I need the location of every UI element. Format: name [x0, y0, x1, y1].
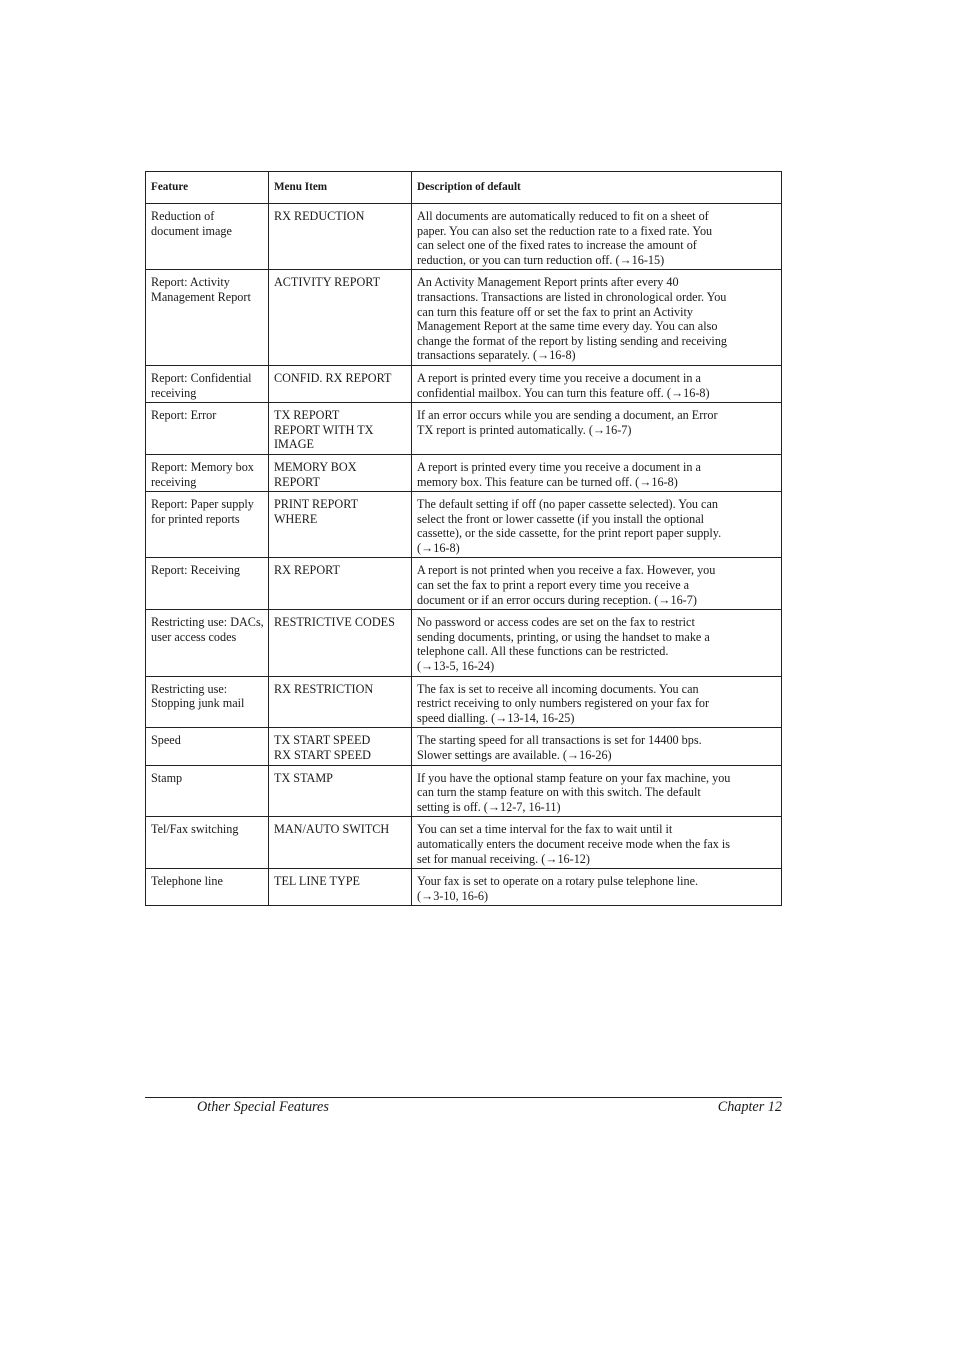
feature-cell [146, 610, 269, 676]
cell-line: reduction, or you can turn reduction off. (→16-15) [417, 252, 665, 267]
cell-line: CONFID. RX REPORT [274, 370, 392, 385]
cell-line: sending documents, printing, or using the handset to make a [417, 629, 710, 644]
cell-line: If an error occurs while you are sending a document, an Error [417, 408, 718, 423]
header-description: Description of default [412, 172, 782, 204]
table-header-row [146, 172, 782, 204]
feature-cell [146, 492, 269, 558]
cell-line: select the front or lower cassette (if you install the optional [417, 511, 704, 526]
cell-line: confidential mailbox. You can turn this feature off. (→16-8) [417, 385, 710, 400]
table-row [146, 728, 782, 765]
table-body [146, 204, 782, 906]
cell-line: Reduction of [151, 209, 215, 223]
cell-line: The fax is set to receive all incoming documents. You can [417, 681, 699, 696]
cell-line: RX REPORT [274, 563, 340, 578]
description-cell [412, 492, 782, 558]
cell-line: receiving [151, 385, 197, 400]
menu-item-cell [269, 403, 412, 455]
table-row [146, 676, 782, 728]
cell-line: Tel/Fax switching [151, 822, 239, 837]
cell-line: Stamp [151, 770, 183, 785]
cell-line: You can set a time interval for the fax to wait until it [417, 822, 673, 837]
menu-item-cell [269, 270, 412, 366]
table-row [146, 492, 782, 558]
cell-line: user access codes [151, 629, 237, 644]
defaults-table [145, 171, 782, 906]
cell-line: document or if an error occurs during reception. (→16-7) [417, 592, 697, 607]
cell-line: RX RESTRICTION [274, 681, 374, 696]
cell-line: MEMORY BOX [274, 459, 357, 474]
cell-line: can select one of the fixed rates to increase the amount of [417, 238, 697, 253]
cell-line: receiving [151, 474, 197, 489]
cell-line: cassette), or the side cassette, for the print report paper supply. [417, 526, 722, 541]
cell-line: transactions separately. (→16-8) [417, 348, 576, 363]
cell-line: TX START SPEED [274, 733, 371, 748]
cell-line: restrict receiving to only numbers registered on your fax for [417, 696, 710, 711]
table-row [146, 558, 782, 610]
feature-cell [146, 204, 269, 270]
cell-line: TEL LINE TYPE [274, 874, 360, 889]
menu-item-cell [269, 492, 412, 558]
cell-line: RESTRICTIVE CODES [274, 615, 395, 630]
cell-line: Your fax is set to operate on a rotary pulse telephone line. [417, 874, 699, 889]
cell-line: A report is printed every time you receive a document in a [417, 370, 701, 385]
cell-line: ACTIVITY REPORT [274, 275, 381, 290]
cell-line: TX STAMP [274, 770, 333, 785]
description-cell [412, 558, 782, 610]
feature-cell [146, 676, 269, 728]
cell-line: PRINT REPORT [274, 497, 359, 512]
cell-line: Report: Activity [151, 275, 230, 290]
cell-line: Report: Memory box [151, 459, 254, 474]
menu-item-cell [269, 765, 412, 817]
feature-cell [146, 454, 269, 491]
description-cell [412, 454, 782, 491]
description-cell [412, 365, 782, 402]
cell-line: No password or access codes are set on the fax to restrict [417, 615, 695, 630]
table-row [146, 765, 782, 817]
menu-item-cell [269, 817, 412, 869]
cell-line: Speed [151, 733, 181, 748]
menu-item-cell [269, 676, 412, 728]
description-cell [412, 610, 782, 676]
cell-line: setting is off. (→12-7, 16-11) [417, 799, 561, 814]
feature-cell [146, 869, 269, 906]
description-cell [412, 765, 782, 817]
cell-line: memory box. This feature can be turned off. (→16-8) [417, 474, 678, 489]
table-row [146, 869, 782, 906]
feature-cell [146, 765, 269, 817]
cell-line: (→13-5, 16-24) [417, 659, 495, 674]
description-cell [412, 204, 782, 270]
cell-line: Management Report [151, 289, 251, 304]
menu-item-cell [269, 558, 412, 610]
feature-cell [146, 270, 269, 366]
cell-line: RX START SPEED [274, 748, 371, 762]
feature-cell [146, 403, 269, 455]
cell-line: RX REDUCTION [274, 209, 365, 223]
cell-line: paper. You can also set the reduction rate to a fixed rate. You [417, 223, 713, 238]
menu-item-cell [269, 204, 412, 270]
feature-cell [146, 728, 269, 765]
cell-line: Telephone line [151, 874, 223, 889]
cell-line: (→3-10, 16-6) [417, 888, 489, 903]
cell-line: MAN/AUTO SWITCH [274, 822, 390, 837]
cell-line: transactions. Transactions are listed in chronological order. You [417, 289, 727, 304]
cell-line: REPORT WITH TX [274, 422, 374, 437]
cell-line: A report is not printed when you receive a fax. However, you [417, 563, 716, 578]
table-row [146, 270, 782, 366]
cell-line: TX REPORT [274, 408, 340, 423]
cell-line: A report is printed every time you receive a document in a [417, 459, 701, 474]
cell-line: can turn the stamp feature on with this switch. The default [417, 785, 701, 800]
cell-line: The starting speed for all transactions is set for 14400 bps. [417, 733, 702, 748]
table-row [146, 610, 782, 676]
cell-line: can set the fax to print a report every time you receive a [417, 578, 690, 593]
cell-line: automatically enters the document receive mode when the fax is [417, 836, 731, 851]
table-row [146, 365, 782, 402]
description-cell [412, 817, 782, 869]
cell-line: Stopping junk mail [151, 696, 245, 711]
footer-chapter: Chapter 12 [717, 1099, 782, 1115]
cell-line: Restricting use: DACs, [151, 615, 264, 630]
cell-line: Report: Receiving [151, 563, 241, 578]
cell-line: telephone call. All these functions can be restricted. [417, 644, 669, 659]
cell-line: (→16-8) [417, 540, 460, 555]
table-row [146, 817, 782, 869]
cell-line: WHERE [274, 511, 318, 526]
feature-cell [146, 558, 269, 610]
description-cell [412, 728, 782, 765]
description-cell [412, 270, 782, 366]
cell-line: If you have the optional stamp feature on your fax machine, you [417, 770, 731, 785]
footer-divider [145, 1097, 782, 1098]
description-cell [412, 403, 782, 455]
description-cell [412, 676, 782, 728]
table-row [146, 204, 782, 270]
cell-line: document image [151, 223, 232, 238]
header-feature: Feature [146, 172, 269, 204]
feature-cell [146, 817, 269, 869]
menu-item-cell [269, 365, 412, 402]
cell-line: speed dialling. (→13-14, 16-25) [417, 710, 575, 725]
cell-line: TX report is printed automatically. (→16-7) [417, 422, 632, 437]
cell-line: Restricting use: [151, 681, 228, 696]
cell-line: The default setting if off (no paper cassette selected). You can [417, 497, 718, 512]
feature-cell [146, 365, 269, 402]
table-row [146, 454, 782, 491]
cell-line: IMAGE [274, 437, 314, 452]
cell-line: All documents are automatically reduced to fit on a sheet of [417, 209, 709, 223]
cell-line: for printed reports [151, 511, 240, 526]
menu-item-cell [269, 454, 412, 491]
cell-line: Report: Paper supply [151, 497, 254, 512]
cell-line: Report: Error [151, 408, 217, 423]
footer-section-title: Other Special Features [197, 1099, 329, 1115]
description-cell [412, 869, 782, 906]
cell-line: can turn this feature off or set the fax to print an Activity [417, 304, 693, 319]
cell-line: change the format of the report by listing sending and receiving [417, 333, 728, 348]
header-menu-item: Menu Item [269, 172, 412, 204]
menu-item-cell [269, 728, 412, 765]
cell-line: Report: Confidential [151, 370, 252, 385]
table-row [146, 403, 782, 455]
menu-item-cell [269, 869, 412, 906]
cell-line: An Activity Management Report prints after every 40 [417, 275, 679, 290]
cell-line: set for manual receiving. (→16-12) [417, 851, 590, 866]
cell-line: Slower settings are available. (→16-26) [417, 748, 612, 762]
cell-line: Management Report at the same time every day. You can also [417, 319, 718, 334]
menu-item-cell [269, 610, 412, 676]
cell-line: REPORT [274, 474, 320, 489]
